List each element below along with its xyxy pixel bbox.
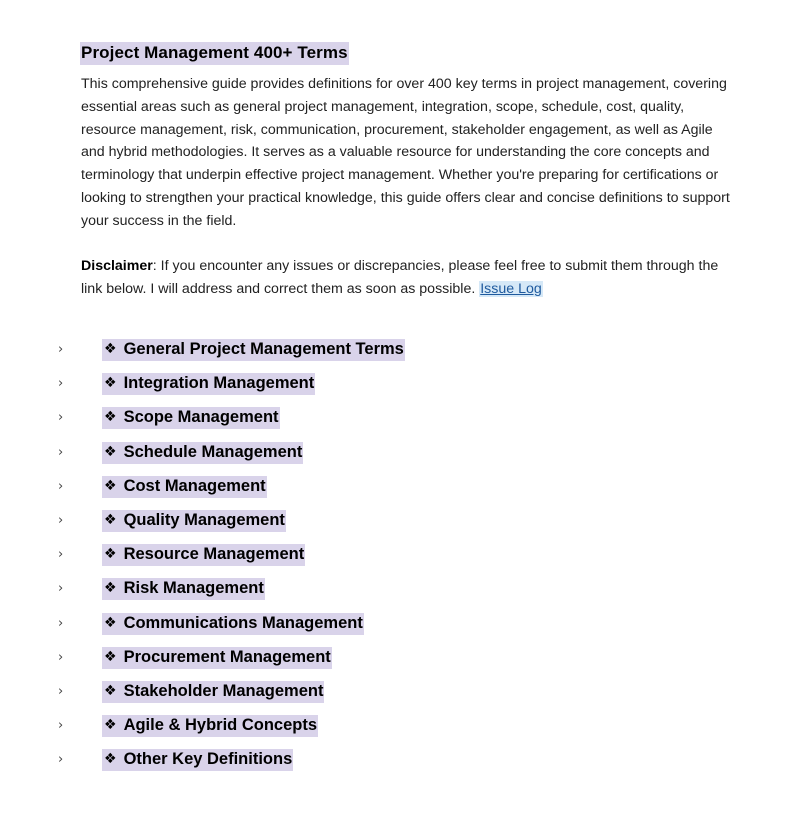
chevron-right-icon[interactable]: › — [58, 649, 64, 665]
chevron-right-icon[interactable]: › — [58, 683, 64, 699]
section-heading-label: Scope Management — [123, 408, 279, 427]
chevron-right-icon[interactable]: › — [58, 444, 64, 460]
section-heading — [102, 715, 318, 737]
section-heading — [102, 476, 267, 498]
section-stakeholder-management[interactable] — [0, 680, 794, 714]
section-quality-management[interactable] — [0, 509, 794, 543]
chevron-right-icon[interactable]: › — [58, 342, 64, 357]
diamond-bullet-icon: ❖ — [104, 717, 117, 734]
section-procurement-management[interactable] — [0, 646, 794, 680]
diamond-bullet-icon: ❖ — [104, 546, 117, 563]
section-heading-label: Quality Management — [123, 510, 285, 529]
chevron-right-icon[interactable]: › — [58, 478, 64, 494]
diamond-bullet-icon: ❖ — [104, 409, 117, 426]
section-heading-label: Schedule Management — [123, 442, 303, 461]
section-heading-label: Other Key Definitions — [123, 750, 293, 769]
section-heading-label: Communications Management — [123, 613, 363, 632]
section-heading-label: Integration Management — [123, 374, 315, 393]
section-heading — [102, 442, 303, 464]
section-heading — [102, 578, 265, 600]
chevron-right-icon[interactable]: › — [58, 512, 64, 528]
section-heading-label: Cost Management — [123, 476, 266, 495]
diamond-bullet-icon: ❖ — [104, 682, 117, 699]
issue-log-link[interactable]: Issue Log — [480, 280, 542, 297]
section-heading — [102, 407, 280, 429]
diamond-bullet-icon: ❖ — [104, 580, 117, 597]
disclaimer-paragraph — [81, 255, 731, 301]
section-integration-management[interactable] — [0, 372, 794, 406]
chevron-right-icon[interactable]: › — [58, 547, 64, 563]
diamond-bullet-icon: ❖ — [104, 648, 117, 665]
section-heading-label: Procurement Management — [123, 647, 331, 666]
disclaimer-separator: : — [152, 258, 157, 274]
section-heading — [102, 510, 286, 532]
section-scope-management[interactable] — [0, 406, 794, 440]
intro-paragraph: This comprehensive guide provides definitions for over 400 key terms in project management, covering essential areas such as general project management, integration, scope, schedule, cost, quality, resource management, risk, communication, procurement, stakeholder engagement, as well as Agile and hybrid methodologies. It serves as a valuable resource for understanding the core concepts and terminology that underpin effective project management. Whether you're preparing for certifications or looking to strengthen your practical knowledge, this guide offers clear and concise definitions to support your success in the field. — [81, 76, 730, 229]
section-heading-label: Risk Management — [123, 579, 264, 598]
diamond-bullet-icon: ❖ — [104, 477, 117, 494]
diamond-bullet-icon: ❖ — [104, 614, 117, 631]
section-general-project-management-terms[interactable] — [0, 338, 794, 372]
disclaimer-text: If you encounter any issues or discrepancies, please feel free to submit them through the link below. I will address and correct them as soon as possible. — [81, 258, 719, 297]
chevron-right-icon[interactable]: › — [58, 752, 64, 768]
section-heading-label: Resource Management — [123, 545, 305, 564]
chevron-right-icon[interactable]: › — [58, 615, 64, 631]
section-heading — [102, 681, 324, 703]
section-list — [0, 338, 794, 782]
section-communications-management[interactable] — [0, 612, 794, 646]
section-resource-management[interactable] — [0, 543, 794, 577]
section-heading — [102, 373, 315, 395]
section-schedule-management[interactable] — [0, 441, 794, 475]
chevron-right-icon[interactable]: › — [58, 718, 64, 734]
chevron-right-icon[interactable]: › — [58, 410, 64, 426]
chevron-right-icon[interactable]: › — [58, 376, 64, 392]
diamond-bullet-icon: ❖ — [104, 511, 117, 528]
disclaimer-label: Disclaimer — [81, 258, 153, 274]
section-heading — [102, 339, 405, 361]
section-heading — [102, 749, 293, 771]
section-agile-hybrid-concepts[interactable] — [0, 714, 794, 748]
section-heading — [102, 647, 332, 669]
diamond-bullet-icon: ❖ — [104, 443, 117, 460]
document-title: Project Management 400+ Terms — [80, 42, 349, 65]
section-heading — [102, 544, 305, 566]
diamond-bullet-icon: ❖ — [104, 751, 117, 768]
section-risk-management[interactable] — [0, 577, 794, 611]
section-heading — [102, 613, 364, 635]
section-heading-label: Stakeholder Management — [123, 681, 324, 700]
section-heading-label: General Project Management Terms — [123, 340, 404, 358]
chevron-right-icon[interactable]: › — [58, 581, 64, 597]
section-cost-management[interactable] — [0, 475, 794, 509]
diamond-bullet-icon: ❖ — [104, 375, 117, 392]
diamond-bullet-icon: ❖ — [104, 341, 117, 357]
section-heading-label: Agile & Hybrid Concepts — [123, 716, 318, 735]
section-other-key-definitions[interactable] — [0, 748, 794, 782]
